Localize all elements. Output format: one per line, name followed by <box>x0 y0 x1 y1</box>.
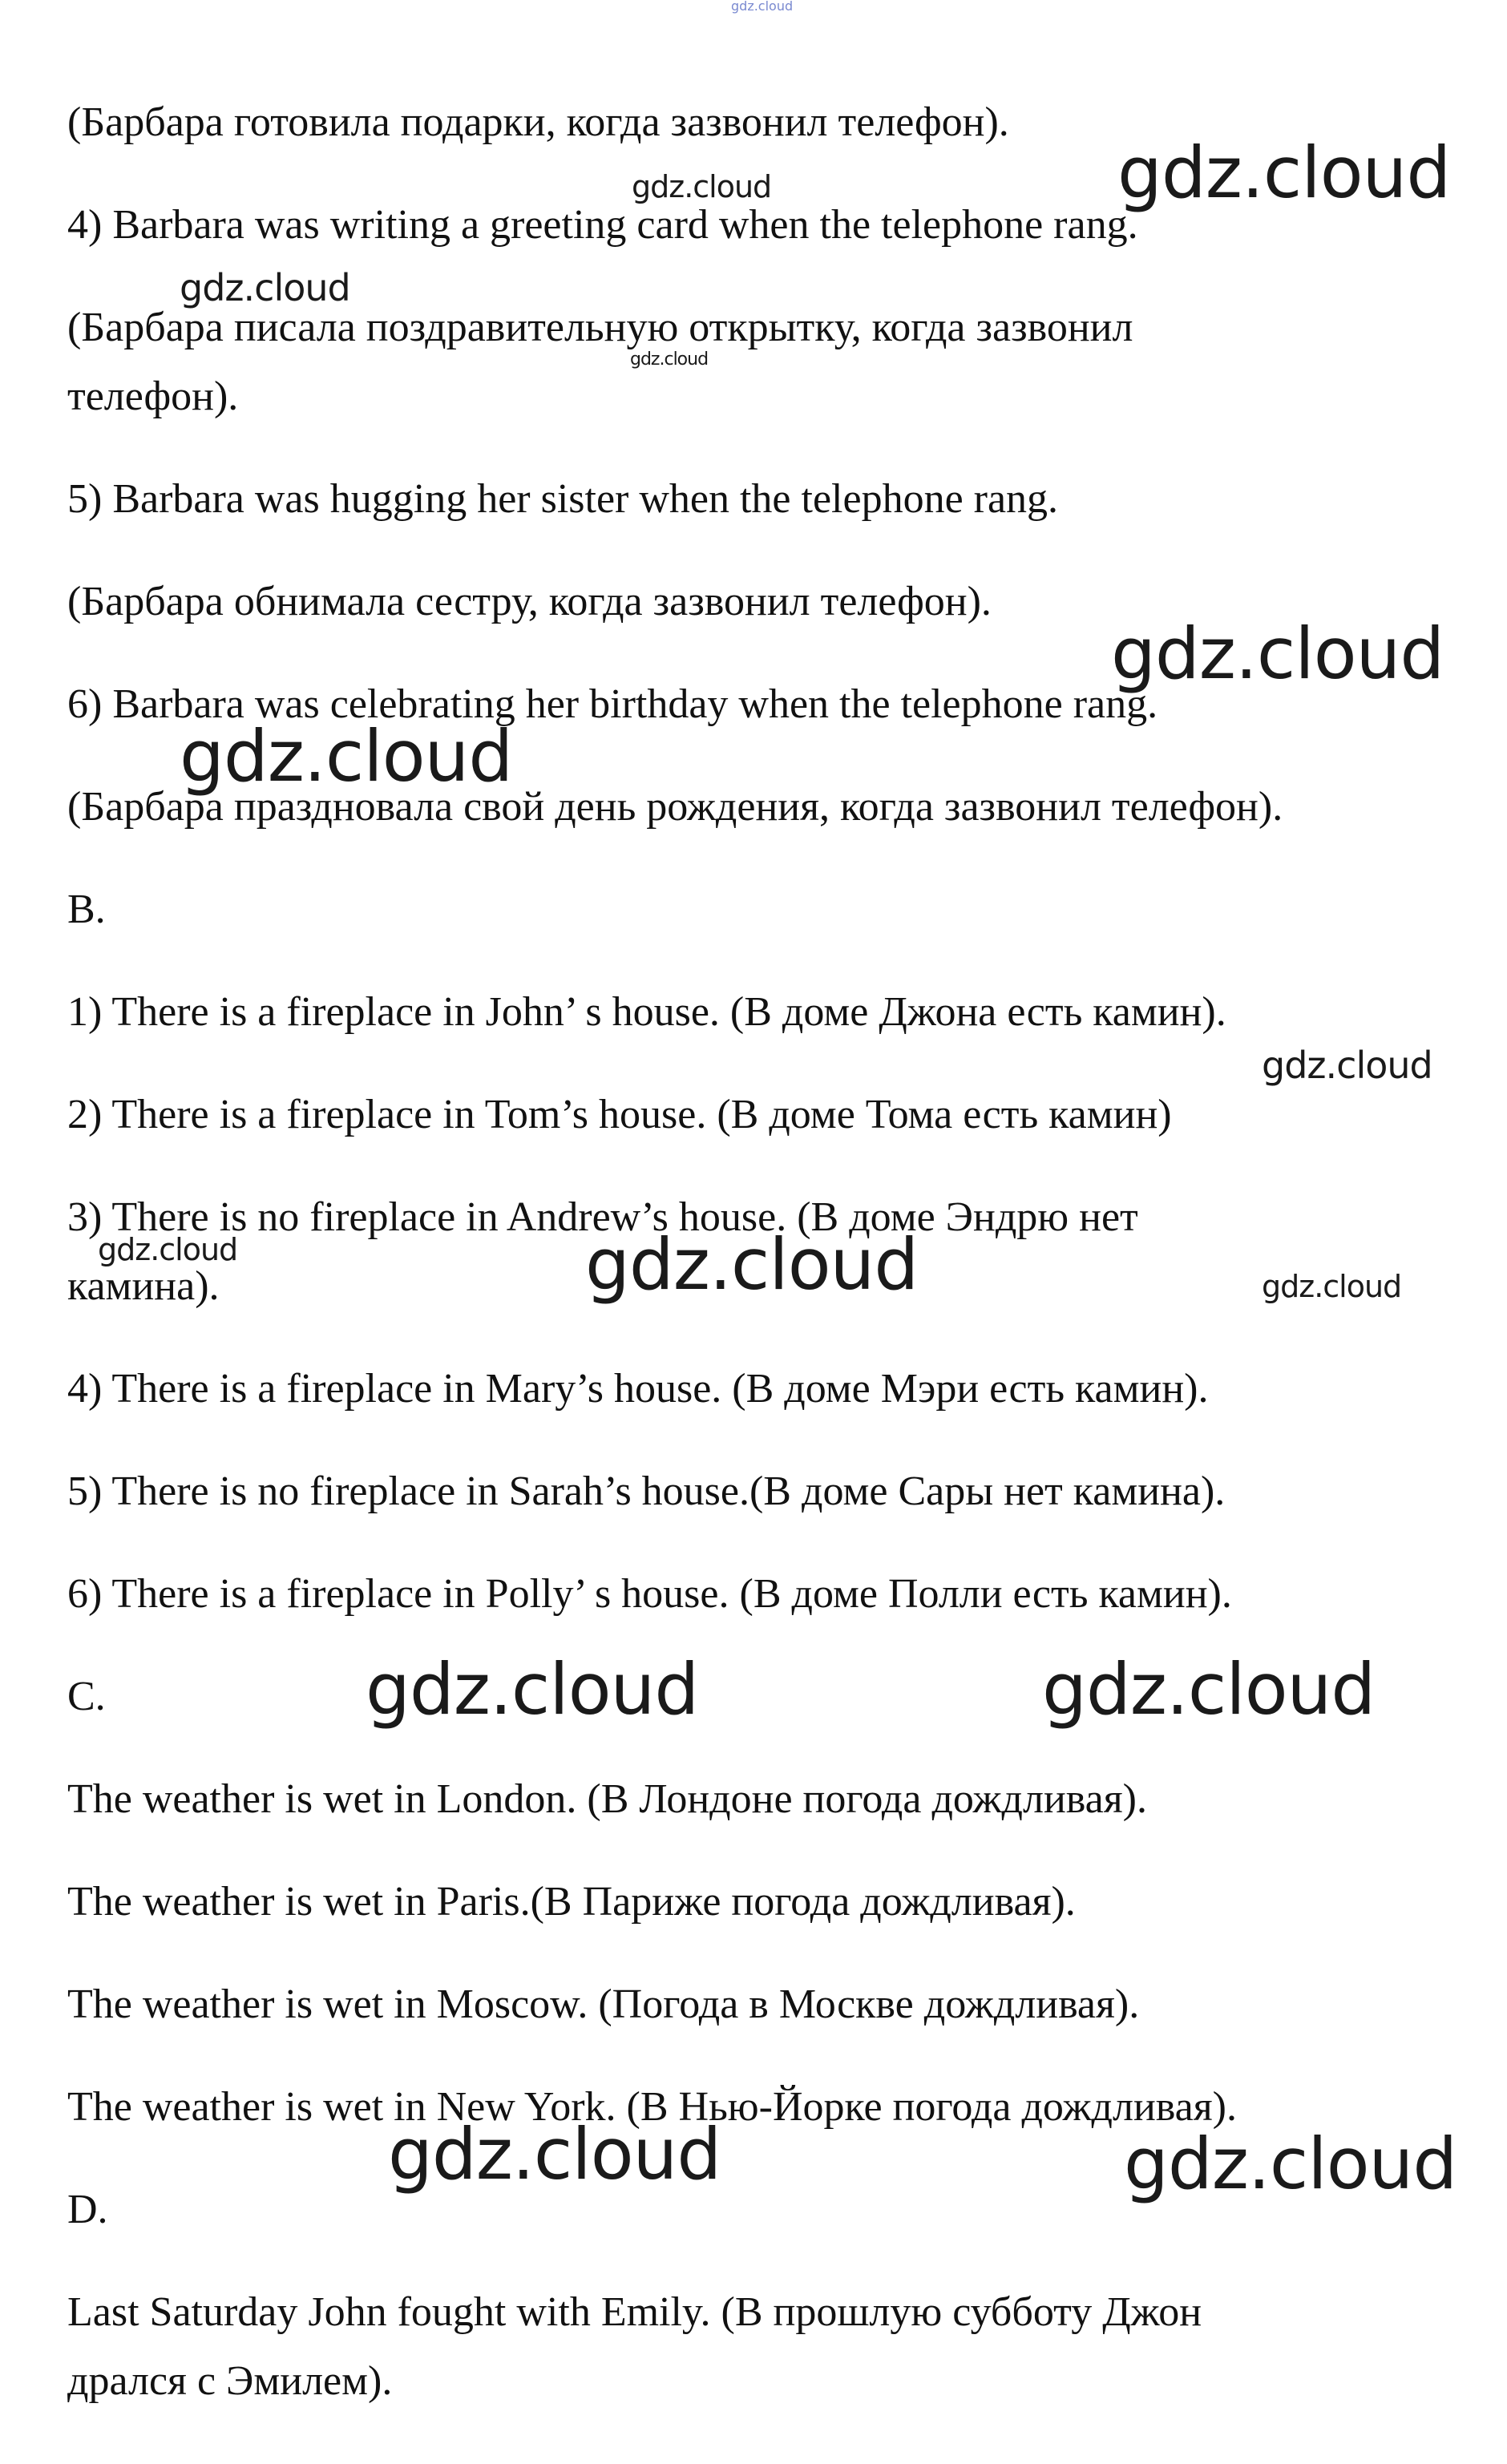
watermark: gdz.cloud <box>630 349 709 370</box>
text-line: 5) Barbara was hugging her sister when the telephone rang. <box>67 476 1059 522</box>
text-line: The weather is wet in New York. (В Нью-Йорке погода дождливая). <box>67 2084 1237 2130</box>
text-line: The weather is wet in London. (В Лондоне погода дождливая). <box>67 1776 1147 1822</box>
text-line: 1) There is a fireplace in John’ s house. (В доме Джона есть камин). <box>67 989 1226 1035</box>
section-heading: D. <box>67 2187 108 2232</box>
watermark: gdz.cloud <box>632 169 772 204</box>
text-line: 4) Barbara was writing a greeting card when the telephone rang. <box>67 202 1138 248</box>
text-line: 6) Barbara was celebrating her birthday when the telephone rang. <box>67 681 1158 727</box>
text-line: (Барбара обнимала сестру, когда зазвонил телефон). <box>67 579 992 624</box>
text-line: телефон). <box>67 374 239 419</box>
text-line: камина). <box>67 1263 220 1309</box>
text-line: 4) There is a fireplace in Mary’s house. (В доме Мэри есть камин). <box>67 1366 1209 1412</box>
section-heading: C. <box>67 1674 106 1719</box>
text-line: Last Saturday John fought with Emily. (В прошлую субботу Джон <box>67 2289 1202 2335</box>
watermark: gdz.cloud <box>366 1648 699 1731</box>
text-line: дрался с Эмилем). <box>67 2358 393 2404</box>
text-line: 6) There is a fireplace in Polly’ s house. (В доме Полли есть камин). <box>67 1571 1232 1617</box>
text-line: The weather is wet in Moscow. (Погода в Москве дождливая). <box>67 1981 1140 2027</box>
text-line: 2) There is a fireplace in Tom’s house. (В доме Тома есть камин) <box>67 1092 1172 1137</box>
watermark: gdz.cloud <box>731 0 794 14</box>
watermark: gdz.cloud <box>1124 2123 1457 2205</box>
watermark: gdz.cloud <box>1262 1269 1402 1304</box>
watermark: gdz.cloud <box>585 1223 919 1306</box>
watermark: gdz.cloud <box>98 1232 238 1267</box>
text-line: (Барбара готовила подарки, когда зазвонил телефон). <box>67 99 1009 145</box>
watermark: gdz.cloud <box>180 266 350 309</box>
text-line: 5) There is no fireplace in Sarah’s house.(В доме Сары нет камина). <box>67 1468 1226 1514</box>
watermark: gdz.cloud <box>180 715 513 798</box>
watermark: gdz.cloud <box>1042 1648 1376 1731</box>
watermark: gdz.cloud <box>388 2113 721 2195</box>
text-line: (Барбара праздновала свой день рождения, когда зазвонил телефон). <box>67 784 1283 830</box>
text-line: (Барбара писала поздравительную открытку, когда зазвонил <box>67 305 1133 350</box>
watermark: gdz.cloud <box>1111 612 1444 695</box>
watermark: gdz.cloud <box>1117 131 1451 214</box>
watermark: gdz.cloud <box>1262 1044 1432 1087</box>
text-line: The weather is wet in Paris.(В Париже погода дождливая). <box>67 1879 1076 1925</box>
text-line: 3) There is no fireplace in Andrew’s house. (В доме Эндрю нет <box>67 1194 1138 1240</box>
section-heading: B. <box>67 887 106 932</box>
